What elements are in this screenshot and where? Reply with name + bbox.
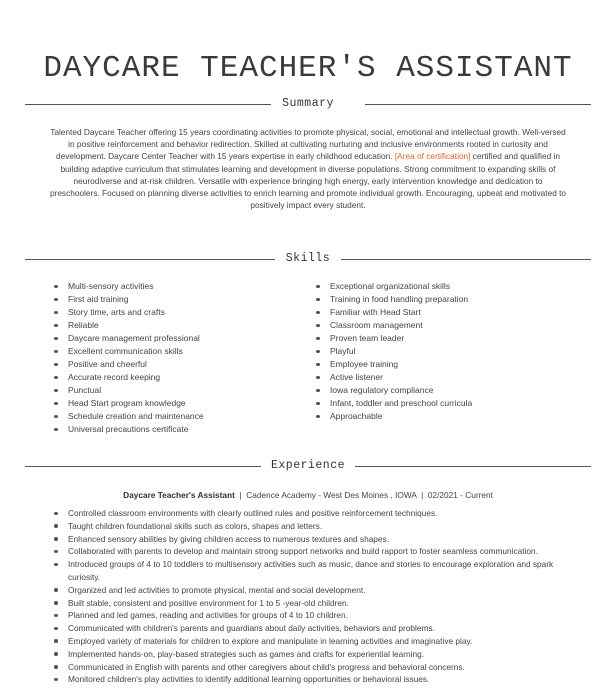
- job-employer: Cadence Academy - West Des Moines , IOWA: [246, 490, 417, 500]
- skill-item: Story time, arts and crafts: [54, 306, 204, 319]
- skill-item: Schedule creation and maintenance: [54, 410, 204, 423]
- skill-item: Classroom management: [316, 319, 472, 332]
- skill-item: Familiar with Head Start: [316, 306, 472, 319]
- responsibility-item: Implemented hands-on, play-based strategies such as games and crafts for experiential learning.: [54, 648, 574, 661]
- responsibility-item: Monitored children's play activities to identify additional learning opportunities or behavioral issues.: [54, 673, 574, 686]
- skill-item: Playful: [316, 345, 472, 358]
- skill-item: Punctual: [54, 384, 204, 397]
- skill-item: Infant, toddler and preschool curricula: [316, 397, 472, 410]
- responsibility-item: Controlled classroom environments with clearly outlined rules and positive reinforcement techniques.: [54, 507, 574, 520]
- skill-item: Proven team leader: [316, 332, 472, 345]
- skill-item: Accurate record keeping: [54, 371, 204, 384]
- skill-item: Active listener: [316, 371, 472, 384]
- responsibility-item: Enhanced sensory abilities by giving children access to numerous textures and shapes.: [54, 533, 574, 546]
- summary-text-part2: certified and qualified in building adaptive curriculum that stimulates learning and development in diverse populations. Strong commitment to expanding skills of neurodiverse and at-risk children. Versatile with experience bringing high energy, early intervention knowledge and dedication to preschoolers. Focused on planning diverse activities to enrich learning and promote individual growth. Encouraging, upbeat and motivated to positively impact every student.: [49, 151, 567, 211]
- skill-item: Exceptional organizational skills: [316, 280, 472, 293]
- skill-item: Multi-sensory activities: [54, 280, 204, 293]
- job-responsibilities: [54, 507, 574, 686]
- responsibility-item: Organized and led activities to promote physical, mental and social development.: [54, 584, 574, 597]
- summary-text: [48, 126, 568, 211]
- separator: |: [239, 490, 242, 500]
- skill-item: Excellent communication skills: [54, 345, 204, 358]
- responsibility-item: Taught children foundational skills such as colors, shapes and letters.: [54, 520, 574, 533]
- skills-heading-label: Skills: [285, 252, 331, 265]
- skills-list-left: [54, 280, 204, 436]
- summary-heading: [25, 97, 591, 111]
- resume-title: DAYCARE TEACHER'S ASSISTANT: [43, 50, 573, 86]
- responsibility-item: Built stable, consistent and positive environment for 1 to 5 -year-old children.: [54, 597, 574, 610]
- skill-item: Reliable: [54, 319, 204, 332]
- job-title: Daycare Teacher's Assistant: [123, 490, 235, 500]
- skill-item: Head Start program knowledge: [54, 397, 204, 410]
- skill-item: Employee training: [316, 358, 472, 371]
- skill-item: Daycare management professional: [54, 332, 204, 345]
- responsibility-item: Introduced groups of 4 to 10 toddlers to multisensory activities such as music, dance and stories to encourage exploration and spark curiosity.: [54, 558, 574, 584]
- responsibility-item: Communicated with children's parents and guardians about daily activities, behaviors and problems.: [54, 622, 574, 635]
- responsibility-item: Communicated in English with parents and other caregivers about child's progress and behavioral concerns.: [54, 661, 574, 674]
- skill-item: Iowa regulatory compliance: [316, 384, 472, 397]
- experience-heading: [25, 459, 591, 473]
- certification-placeholder: [Area of certification]: [394, 151, 471, 162]
- summary-text-part1: Talented Daycare Teacher offering 15 years coordinating activities to promote physical, social, emotional and intellectual growth. Well-versed in positive reinforcement and behavior redirection. Skilled at cultivating nurturing and inclusive environments rooted in curiosity and development. Daycare Center Teacher with 15 years expertise in early childhood education.: [50, 127, 566, 162]
- responsibility-item: Collaborated with parents to develop and maintain strong support networks and build rapport to foster seamless communication.: [54, 545, 574, 558]
- skill-item: Approachable: [316, 410, 472, 423]
- skill-item: First aid training: [54, 293, 204, 306]
- experience-heading-label: Experience: [270, 459, 345, 472]
- job-header: [0, 490, 616, 500]
- job-dates: 02/2021 - Current: [427, 490, 493, 500]
- skill-item: Training in food handling preparation: [316, 293, 472, 306]
- skill-item: Universal precautions certificate: [54, 423, 204, 436]
- skill-item: Positive and cheerful: [54, 358, 204, 371]
- separator: |: [421, 490, 424, 500]
- skills-heading: [25, 252, 591, 266]
- skills-list-right: [316, 280, 472, 423]
- summary-heading-label: Summary: [282, 97, 334, 110]
- responsibility-item: Planned and led games, reading and activities for groups of 4 to 10 children.: [54, 609, 574, 622]
- responsibility-item: Employed variety of materials for children to explore and manipulate in learning activities and imaginative play.: [54, 635, 574, 648]
